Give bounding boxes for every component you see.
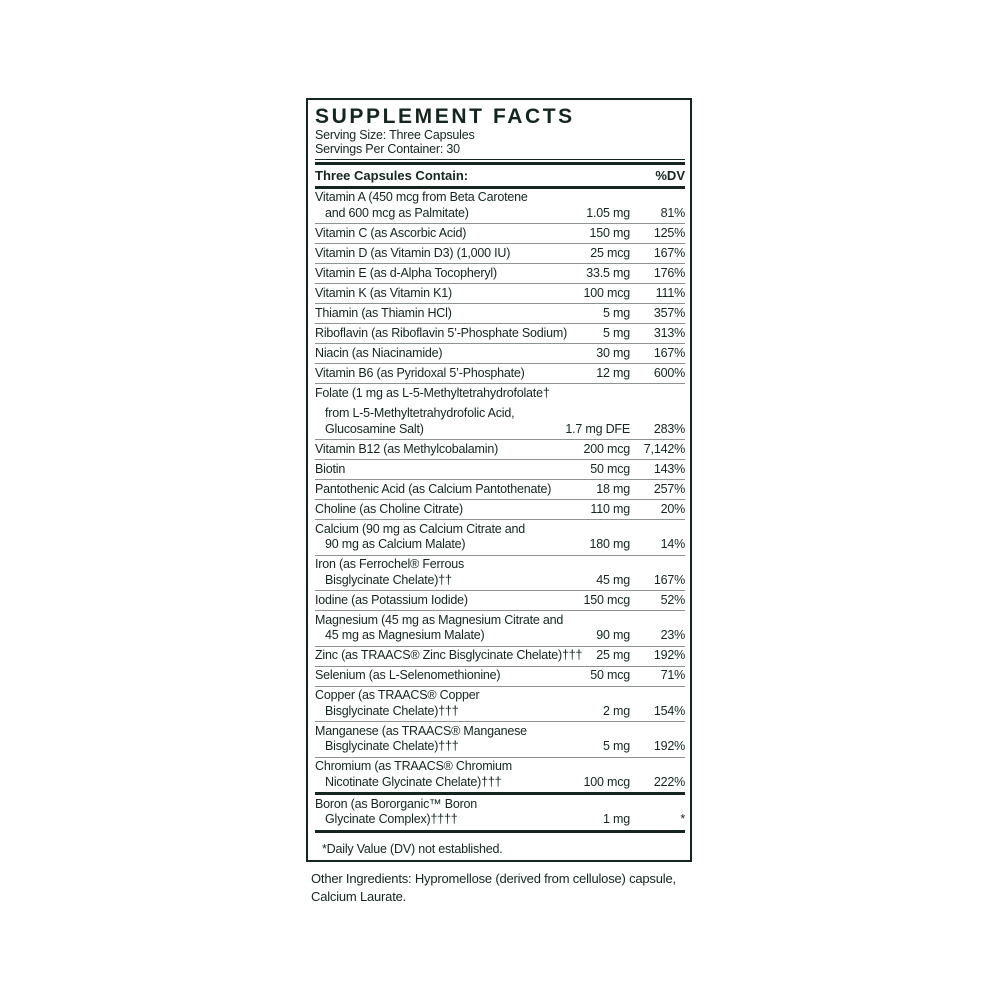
table-row (315, 479, 685, 499)
table-row (315, 519, 685, 555)
nutrient-dv: 14% (660, 537, 685, 551)
table-row (315, 646, 685, 666)
nutrient-dv: 111% (655, 285, 685, 300)
other-ingredients-line: Calcium Laurate. (311, 889, 407, 904)
nutrient-dv: 167% (653, 572, 685, 587)
nutrient-amount: 100 mcg (583, 285, 630, 300)
nutrient-amount: 30 mg (596, 345, 630, 360)
nutrient-name-line: Calcium (90 mg as Calcium Citrate and (315, 521, 526, 536)
nutrient-name-line: Choline (as Choline Citrate) (315, 501, 463, 516)
nutrient-dv: * (680, 812, 685, 826)
nutrient-amount: 50 mcg (590, 461, 630, 476)
nutrient-dv: 283% (653, 421, 685, 436)
table-row (315, 283, 685, 303)
nutrient-name (315, 386, 565, 438)
nutrient-name-line: Glycinate Complex)†††† (325, 812, 458, 826)
nutrient-name-line: Folate (1 mg as L-5-Methyltetrahydrofolate† (315, 385, 550, 400)
nutrient-name (315, 557, 596, 588)
nutrient-name-line: Vitamin D (as Vitamin D3) (1,000 IU) (315, 245, 511, 260)
nutrient-dv: 81% (660, 205, 685, 220)
nutrient-name (315, 613, 596, 644)
nutrient-name (315, 226, 590, 242)
nutrient-name (315, 522, 590, 553)
nutrient-rows (315, 189, 685, 793)
nutrient-name-line: Vitamin B6 (as Pyridoxal 5’-Phosphate) (315, 365, 525, 380)
nutrient-dv: 71% (660, 668, 685, 682)
dv-column-header: %DV (655, 168, 685, 183)
nutrient-name (315, 190, 586, 221)
nutrient-name (315, 482, 596, 498)
nutrient-name-line: Vitamin C (as Ascorbic Acid) (315, 225, 467, 240)
no-dv-section (315, 795, 685, 830)
nutrient-name-line: Glucosamine Salt) (325, 421, 424, 436)
nutrient-name-line: Iodine (as Potassium Iodide) (315, 592, 468, 607)
servings-per-container: Servings Per Container: 30 (315, 142, 460, 156)
serving-size: Serving Size: Three Capsules (315, 128, 475, 142)
nutrient-dv: 192% (653, 739, 685, 753)
nutrient-name (315, 326, 603, 342)
nutrient-name (315, 266, 586, 282)
table-row (315, 383, 685, 439)
nutrient-name (315, 648, 596, 664)
nutrient-amount: 18 mg (596, 481, 630, 496)
nutrient-name (315, 724, 603, 755)
nutrient-name-line: 45 mg as Magnesium Malate) (325, 628, 485, 642)
nutrient-amount: 33.5 mg (586, 265, 630, 280)
table-row (315, 459, 685, 479)
nutrient-amount: 5 mg (603, 739, 630, 753)
nutrient-name-line: Thiamin (as Thiamin HCl) (315, 305, 452, 320)
table-row (315, 439, 685, 459)
nutrient-name-line: Boron (as Bororganic™ Boron (315, 796, 478, 811)
table-row (315, 323, 685, 343)
nutrient-name-line: Bisglycinate Chelate)†† (325, 572, 452, 587)
nutrient-name-line: Bisglycinate Chelate)††† (325, 703, 459, 718)
nutrient-name (315, 286, 583, 302)
nutrient-dv: 192% (653, 648, 685, 662)
nutrient-amount: 1.05 mg (586, 205, 630, 220)
other-ingredients (311, 870, 676, 906)
nutrient-name-line: 90 mg as Calcium Malate) (325, 537, 466, 551)
nutrient-name (315, 593, 583, 609)
nutrient-dv: 154% (653, 703, 685, 718)
nutrient-dv: 52% (660, 592, 685, 607)
nutrient-name-line: from L-5-Methyltetrahydrofolic Acid, (325, 406, 515, 420)
nutrient-name (315, 797, 603, 828)
nutrient-name-line: Vitamin K (as Vitamin K1) (315, 285, 452, 300)
table-row (315, 555, 685, 591)
nutrient-dv: 600% (653, 365, 685, 380)
table-row (315, 686, 685, 722)
nutrient-name-line: Bisglycinate Chelate)††† (325, 739, 459, 753)
nutrient-name-line: Pantothenic Acid (as Calcium Pantothenate) (315, 481, 552, 496)
panel-title: SUPPLEMENT FACTS (315, 105, 575, 128)
table-row (315, 243, 685, 263)
nutrient-name (315, 346, 596, 362)
column-header-row (315, 165, 685, 186)
nutrient-name-line: Biotin (315, 461, 346, 476)
nutrient-dv: 222% (653, 774, 685, 789)
nutrient-name (315, 688, 603, 719)
nutrient-dv: 357% (653, 305, 685, 320)
nutrient-amount: 110 mg (590, 501, 630, 516)
nutrient-name-line: Vitamin E (as d-Alpha Tocopheryl) (315, 265, 497, 280)
table-row (315, 610, 685, 646)
nutrient-name-line: Vitamin B12 (as Methylcobalamin) (315, 441, 499, 456)
nutrient-amount: 150 mg (589, 225, 630, 240)
table-row (315, 757, 685, 793)
nutrient-dv: 125% (653, 225, 685, 240)
nutrient-name-line: Manganese (as TRAACS® Manganese (315, 723, 527, 738)
table-row (315, 721, 685, 757)
nutrient-name (315, 502, 590, 518)
nutrient-dv: 23% (660, 628, 685, 642)
nutrient-name (315, 306, 603, 322)
nutrient-name-line: Vitamin A (450 mcg from Beta Carotene (315, 190, 528, 204)
nutrient-name-line: Selenium (as L-Selenomethionine) (315, 668, 501, 682)
nutrient-amount: 2 mg (603, 703, 630, 718)
table-row (315, 499, 685, 519)
nutrient-name (315, 366, 596, 382)
nutrient-name (315, 759, 583, 790)
nutrient-amount: 1.7 mg DFE (565, 421, 630, 436)
other-ingredients-line: Other Ingredients: Hypromellose (derived from cellulose) capsule, (311, 871, 676, 886)
nutrient-name-line: Riboflavin (as Riboflavin 5’-Phosphate Sodium) (315, 325, 568, 340)
nutrient-dv: 167% (653, 345, 685, 360)
nutrient-amount: 5 mg (603, 325, 630, 340)
nutrient-dv: 313% (653, 325, 685, 340)
table-row (315, 263, 685, 283)
nutrient-amount: 25 mcg (590, 245, 630, 260)
nutrient-dv: 20% (660, 501, 685, 516)
nutrient-name-line: Zinc (as TRAACS® Zinc Bisglycinate Chelate)††† (315, 648, 583, 662)
contains-column-header: Three Capsules Contain: (315, 168, 469, 183)
nutrient-amount: 25 mg (596, 648, 630, 662)
nutrient-dv: 7,142% (643, 441, 685, 456)
nutrient-name-line: and 600 mcg as Palmitate) (325, 205, 469, 220)
nutrient-dv: 176% (653, 265, 685, 280)
table-row (315, 363, 685, 383)
nutrient-name-line: Magnesium (45 mg as Magnesium Citrate and (315, 612, 564, 627)
dv-footnote: *Daily Value (DV) not established. (322, 841, 503, 856)
nutrient-amount: 100 mcg (583, 774, 630, 789)
table-row (315, 303, 685, 323)
nutrient-name-line: Iron (as Ferrochel® Ferrous (315, 557, 464, 571)
nutrient-name (315, 668, 590, 684)
nutrient-amount: 200 mcg (583, 441, 630, 456)
table-row (315, 590, 685, 610)
nutrient-amount: 50 mcg (590, 668, 630, 682)
table-row (315, 343, 685, 363)
divider-thin (315, 159, 685, 160)
nutrient-name (315, 462, 590, 478)
supplement-facts-panel (306, 98, 692, 862)
nutrient-name (315, 442, 583, 458)
nutrient-amount: 1 mg (603, 812, 630, 826)
table-row (315, 795, 685, 830)
table-row (315, 666, 685, 686)
nutrient-amount: 180 mg (589, 537, 630, 551)
nutrient-amount: 12 mg (596, 365, 630, 380)
table-row (315, 223, 685, 243)
table-row (315, 189, 685, 224)
nutrient-amount: 45 mg (596, 572, 630, 587)
nutrient-amount: 5 mg (603, 305, 630, 320)
nutrient-amount: 90 mg (596, 628, 630, 642)
nutrient-dv: 257% (653, 481, 685, 496)
nutrient-amount: 150 mcg (583, 592, 630, 607)
nutrient-name (315, 246, 590, 262)
nutrient-name-line: Chromium (as TRAACS® Chromium (315, 759, 512, 773)
nutrient-dv: 167% (653, 245, 685, 260)
nutrient-name-line: Niacin (as Niacinamide) (315, 345, 443, 360)
nutrient-name-line: Copper (as TRAACS® Copper (315, 688, 480, 702)
nutrient-dv: 143% (653, 461, 685, 476)
nutrient-name-line: Nicotinate Glycinate Chelate)††† (325, 774, 502, 789)
